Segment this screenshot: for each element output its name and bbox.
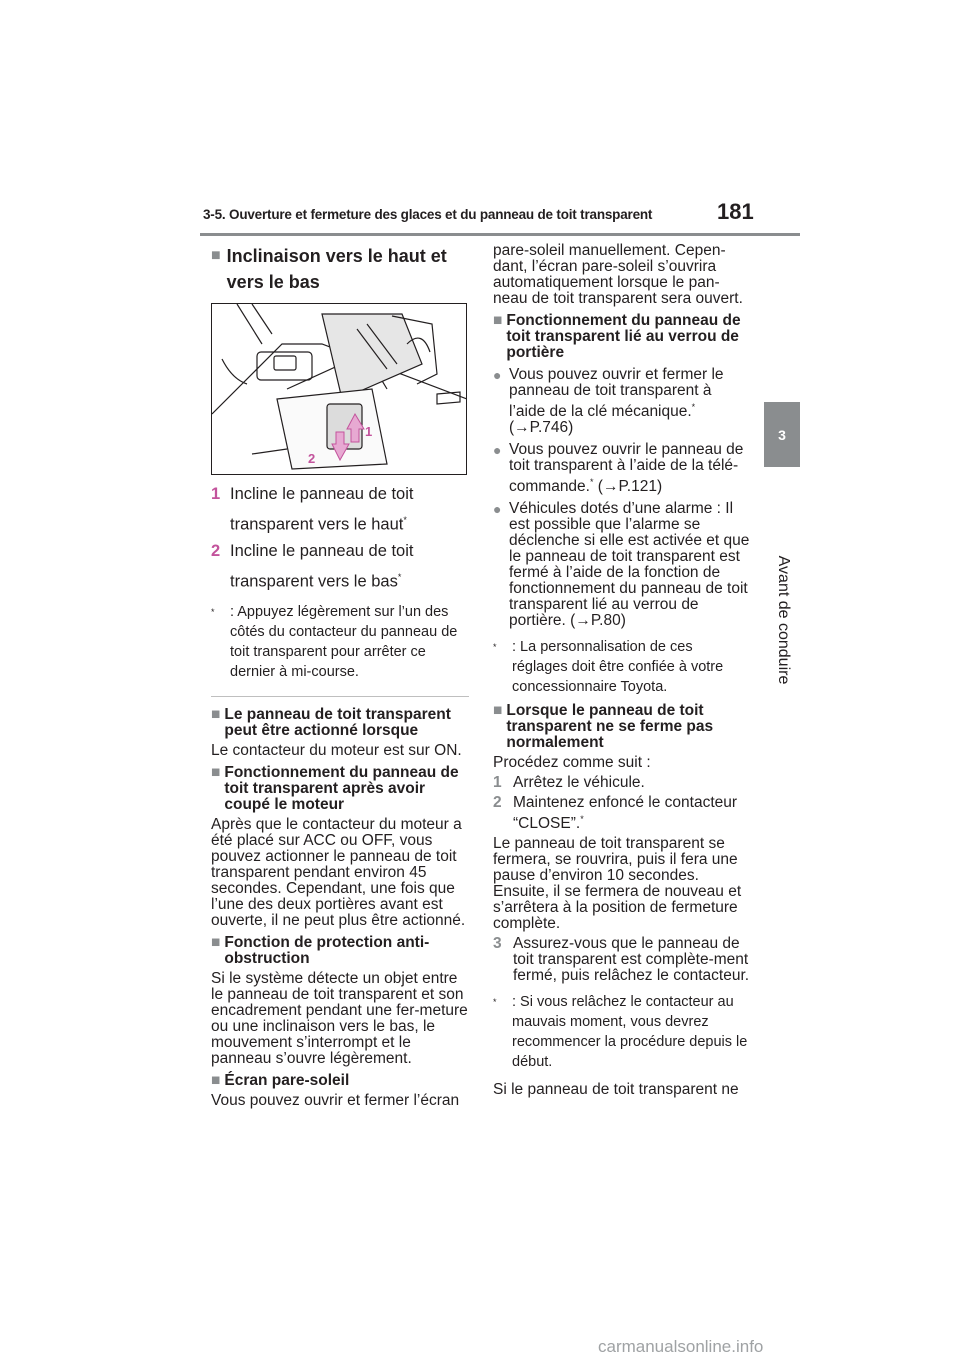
circle-bullet-icon: ● (493, 501, 502, 518)
bullet-text: Vous pouvez ouvrir et fermer le panneau de toit transparent à l’aide de la clé mécanique. (509, 366, 724, 421)
subsection-heading (211, 765, 469, 813)
watermark: carmanualsonline.info (598, 1337, 764, 1356)
subsection-heading-text: Lorsque le panneau de toit transparent ne se ferme pas normalement (506, 702, 714, 752)
subsection-heading-text: Fonctionnement du panneau de toit transparent après avoir coupé le moteur (224, 764, 459, 813)
subsection-heading-text: Fonctionnement du panneau de toit transparent lié au verrou de portière (506, 312, 741, 361)
bullet-item (493, 501, 751, 629)
paragraph: Après que le contacteur du moteur a été placé sur ACC ou OFF, vous pouvez actionner le panneau de toit transparent pendant environ 45 secondes. Cependant, une fois que l’une des deux portières avant est ouverte, il ne peut plus être actionné. (211, 816, 466, 929)
subsection-heading (211, 1073, 469, 1089)
paragraph: Procédez comme suit : (493, 754, 651, 772)
subsection-heading (211, 935, 469, 967)
figure-callout-2: 2 (308, 451, 316, 466)
circle-bullet-icon: ● (493, 367, 502, 383)
right-column (493, 243, 751, 1098)
procedure-step: 2 Maintenez enfoncé le contacteur “CLOSE”.* (493, 794, 738, 833)
footnote: * : Si vous relâchez le contacteur au mauvais moment, vous devrez recommencer la procédure depuis le début. (493, 992, 751, 1072)
chapter-side-label (768, 540, 798, 700)
subsection-heading-text: Le panneau de toit transparent peut être actionné lorsque (224, 706, 451, 739)
footnote: * : La personnalisation de ces réglages doit être confiée à votre concessionnaire Toyota. (493, 637, 751, 697)
procedure-step (493, 936, 751, 984)
paragraph: Si le système détecte un objet entre le panneau de toit transparent et son encadrement pendant une fer-meture ou une inclinaison vers le bas, le mouvement s’interrompt et le panneau s’ouvre légèrement. (211, 970, 468, 1067)
subsection-heading (493, 703, 751, 751)
square-bullet-icon: ■ (211, 1072, 221, 1089)
section-heading-text: Inclinaison vers le haut et vers le bas (226, 246, 447, 292)
step-item: 2 Incline le panneau de toit transparent vers le bas* (211, 538, 469, 595)
subsection-heading-text: Fonction de protection anti-obstruction (224, 934, 430, 967)
paragraph: pare-soleil manuellement. Cepen-dant, l’écran pare-soleil s’ouvrira automatiquement lorsque le pan-neau de toit transparent sera ouvert. (493, 242, 743, 307)
square-bullet-icon: ■ (211, 934, 221, 951)
page-reference: (→P.121) (593, 478, 663, 496)
figure-callout-1: 1 (365, 424, 373, 439)
step-text: Maintenez enfoncé le contacteur “CLOSE”. (513, 794, 738, 833)
square-bullet-icon: ■ (211, 764, 221, 781)
subsection-heading-text: Écran pare-soleil (224, 1072, 350, 1089)
subsection-heading (211, 707, 469, 739)
bullet-text: Véhicules dotés d’une alarme : Il est possible que l’alarme se déclenche si elle est activée et que le panneau de toit transparent est fermé à l’aide de la fonction de fonctionnement du panneau de toit transparent lié au verrou de portière. (→P.80) (509, 500, 750, 630)
step-text: Incline le panneau de toit transparent vers le haut (230, 485, 414, 534)
bullet-item: ● Vous pouvez ouvrir le panneau de toit transparent à l’aide de la télé-commande.* (→P.121) (493, 441, 744, 496)
step-number: 1 (211, 485, 221, 503)
section-heading (211, 243, 469, 295)
chapter-side-label-text: Avant de conduire (775, 555, 792, 685)
sunroof-switch-illustration (211, 303, 467, 475)
step-text: Incline le panneau de toit transparent vers le bas (230, 541, 414, 590)
running-header: 3-5. Ouverture et fermeture des glaces et du panneau de toit transparent (203, 207, 653, 222)
square-bullet-icon: ■ (493, 702, 503, 720)
bullet-item: ● Vous pouvez ouvrir et fermer le panneau de toit transparent à l’aide de la clé mécanique.* (→P.746) (493, 366, 724, 437)
footnote-text: : Appuyez légèrement sur l’un des côtés du contacteur du panneau de toit transparent pour arrêter ce dernier à mi-course. (230, 604, 458, 680)
square-bullet-icon: ■ (493, 312, 503, 329)
page-number: 181 (717, 199, 754, 224)
sunroof-illustration-svg (212, 304, 466, 474)
footnote: * : Appuyez légèrement sur l’un des côtés du contacteur du panneau de toit transparent pour arrêter ce dernier à mi-course. (211, 602, 469, 682)
step-number: 1 (493, 774, 502, 792)
subsection-heading (493, 313, 751, 361)
bullet-text: Vous pouvez ouvrir le panneau de toit transparent à l’aide de la télé-commande. (509, 441, 744, 496)
paragraph: Vous pouvez ouvrir et fermer l’écran (211, 1092, 460, 1109)
step-text: Assurez-vous que le panneau de toit transparent est complète-ment fermé, puis relâchez le contacteur. (513, 935, 750, 985)
step-item: 1 Incline le panneau de toit transparent vers le haut* (211, 481, 469, 538)
paragraph: Le contacteur du moteur est sur ON. (211, 742, 462, 759)
step-text: Arrêtez le véhicule. (513, 774, 645, 792)
procedure-step (493, 775, 751, 791)
header-rule (200, 233, 800, 236)
divider (211, 696, 469, 697)
circle-bullet-icon: ● (493, 442, 502, 459)
page-reference: (→P.746) (509, 419, 574, 437)
chapter-tab: 3 (764, 402, 800, 467)
square-bullet-icon: ■ (211, 706, 221, 723)
step-number: 2 (493, 794, 502, 812)
paragraph: Si le panneau de toit transparent ne (493, 1081, 739, 1099)
paragraph: Le panneau de toit transparent se fermera, se rouvrira, puis il fera une pause d’environ 10 secondes. Ensuite, il se fermera de nouveau et s’arrêtera à la position de fermeture complète. (493, 835, 742, 933)
footnote-text: : La personnalisation de ces réglages doit être confiée à votre concessionnaire Toyota. (512, 639, 724, 696)
footnote-text: : Si vous relâchez le contacteur au mauvais moment, vous devrez recommencer la procédure depuis le début. (512, 994, 748, 1071)
step-number: 3 (493, 935, 502, 953)
step-number: 2 (211, 541, 221, 560)
square-bullet-icon: ■ (211, 247, 221, 264)
left-column (211, 243, 469, 1109)
